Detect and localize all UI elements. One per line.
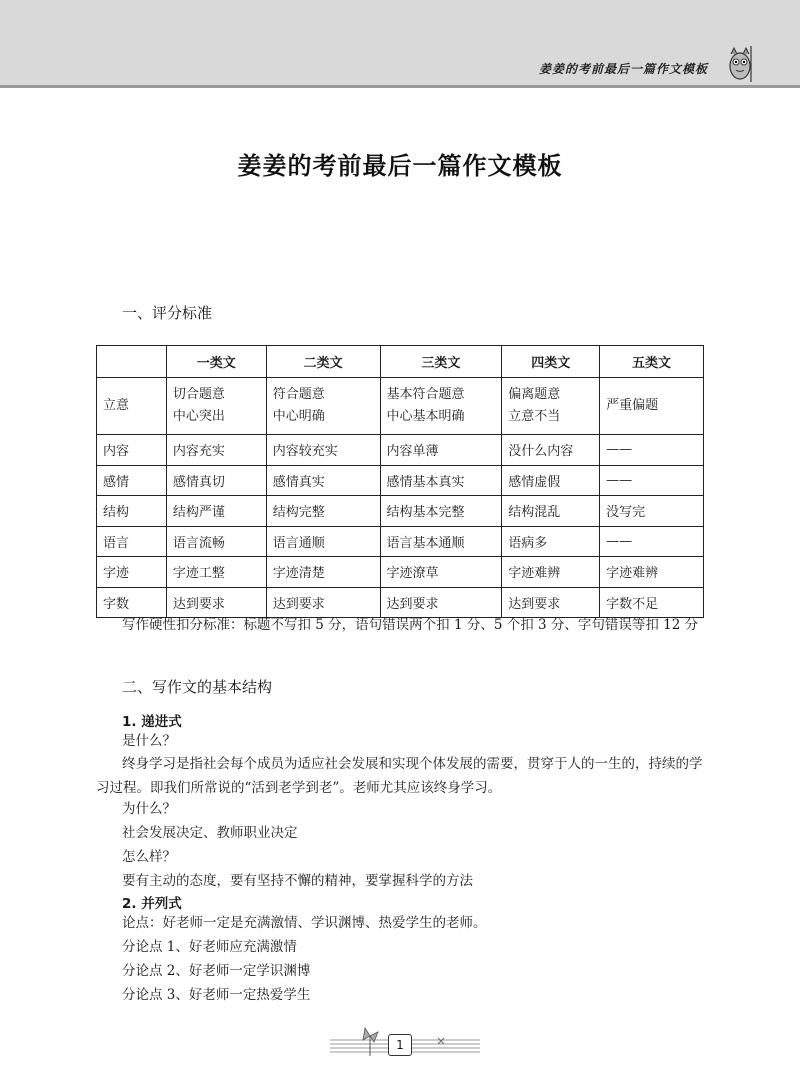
row-label: 内容 [97,435,167,466]
row-label: 立意 [97,378,167,435]
table-header-cell: 五类文 [600,346,704,378]
table-cell: 达到要求 [502,587,600,618]
table-cell: 感情真实 [266,465,380,496]
table-cell: 达到要求 [166,587,266,618]
table-header-cell: 二类文 [266,346,380,378]
table-cell: 字迹潦草 [380,557,502,588]
row-label: 语言 [97,526,167,557]
running-title: 姜姜的考前最后一篇作文模板 [538,62,708,76]
table-cell: —— [600,526,704,557]
table-cell: 感情真切 [166,465,266,496]
grading-table [96,345,704,618]
page-number: 1 [388,1034,412,1056]
answer-what: 终身学习是指社会每个成员为适应社会发展和实现个体发展的需要，贯穿于人的一生的，持续的学习过程。即我们所常说的“活到老学到老”。老师尤其应该终身学习。 [96,756,703,796]
sub-point: 分论点 3、好老师一定热爱学生 [122,987,311,1003]
table-cell: 偏离题意 立意不当 [502,378,600,435]
table-cell: 结构完整 [266,496,380,527]
table-cell: 达到要求 [266,587,380,618]
table-cell: 没写完 [600,496,704,527]
table-cell: 内容单薄 [380,435,502,466]
table-header-cell: 一类文 [166,346,266,378]
table-cell: 语言基本通顺 [380,526,502,557]
question-what: 是什么？ [122,733,176,749]
sub-point: 分论点 1、好老师应充满激情 [122,939,297,955]
table-cell: —— [600,465,704,496]
table-cell: 结构混乱 [502,496,600,527]
question-how: 怎么样？ [122,849,176,865]
table-cell: 感情基本真实 [380,465,502,496]
sub-point: 分论点 2、好老师一定学识渊博 [122,963,311,979]
mascot-icon [724,42,758,86]
table-cell: 没什么内容 [502,435,600,466]
subheading-parallel: 2. 并列式 [122,896,182,912]
table-cell: 语言通顺 [266,526,380,557]
answer-why: 社会发展决定、教师职业决定 [122,825,298,841]
header-rule [0,85,800,88]
table-cell: 结构严谨 [166,496,266,527]
row-label: 结构 [97,496,167,527]
table-cell: 内容较充实 [266,435,380,466]
table-row [97,526,704,557]
table-header-row [97,346,704,378]
table-cell: 切合题意 中心突出 [166,378,266,435]
table-row [97,496,704,527]
thesis: 论点：好老师一定是充满激情、学识渊博、热爱学生的老师。 [122,915,487,931]
section-heading-criteria: 一、评分标准 [122,304,213,322]
table-cell: 内容充实 [166,435,266,466]
table-row [97,587,704,618]
table-cell: 字数不足 [600,587,704,618]
row-label: 字数 [97,587,167,618]
table-header-cell: 三类文 [380,346,502,378]
table-cell: 语病多 [502,526,600,557]
page-title: 姜姜的考前最后一篇作文模板 [237,152,563,180]
table-header-cell [97,346,167,378]
row-label: 字迹 [97,557,167,588]
table-cell: 语言流畅 [166,526,266,557]
table-row [97,557,704,588]
table-cell: 字迹工整 [166,557,266,588]
table-cell: 感情虚假 [502,465,600,496]
table-cell: 达到要求 [380,587,502,618]
table-cell: —— [600,435,704,466]
question-why: 为什么？ [122,801,176,817]
row-label: 感情 [97,465,167,496]
table-cell: 字迹清楚 [266,557,380,588]
table-row [97,465,704,496]
table-cell: 符合题意 中心明确 [266,378,380,435]
table-cell: 结构基本完整 [380,496,502,527]
section-heading-structure: 二、写作文的基本结构 [122,678,273,696]
table-cell: 字迹难辨 [502,557,600,588]
table-header-cell: 四类文 [502,346,600,378]
subheading-progressive: 1. 递进式 [122,714,182,730]
table-row [97,435,704,466]
answer-how: 要有主动的态度，要有坚持不懈的精神，要掌握科学的方法 [122,873,473,889]
deduction-note: 写作硬性扣分标准：标题不写扣 5 分，语句错误两个扣 1 分、5 个扣 3 分、字句错误等扣 12 分 [122,617,699,633]
table-row [97,378,704,435]
table-cell: 基本符合题意 中心基本明确 [380,378,502,435]
table-cell: 严重偏题 [600,378,704,435]
table-cell: 字迹难辨 [600,557,704,588]
